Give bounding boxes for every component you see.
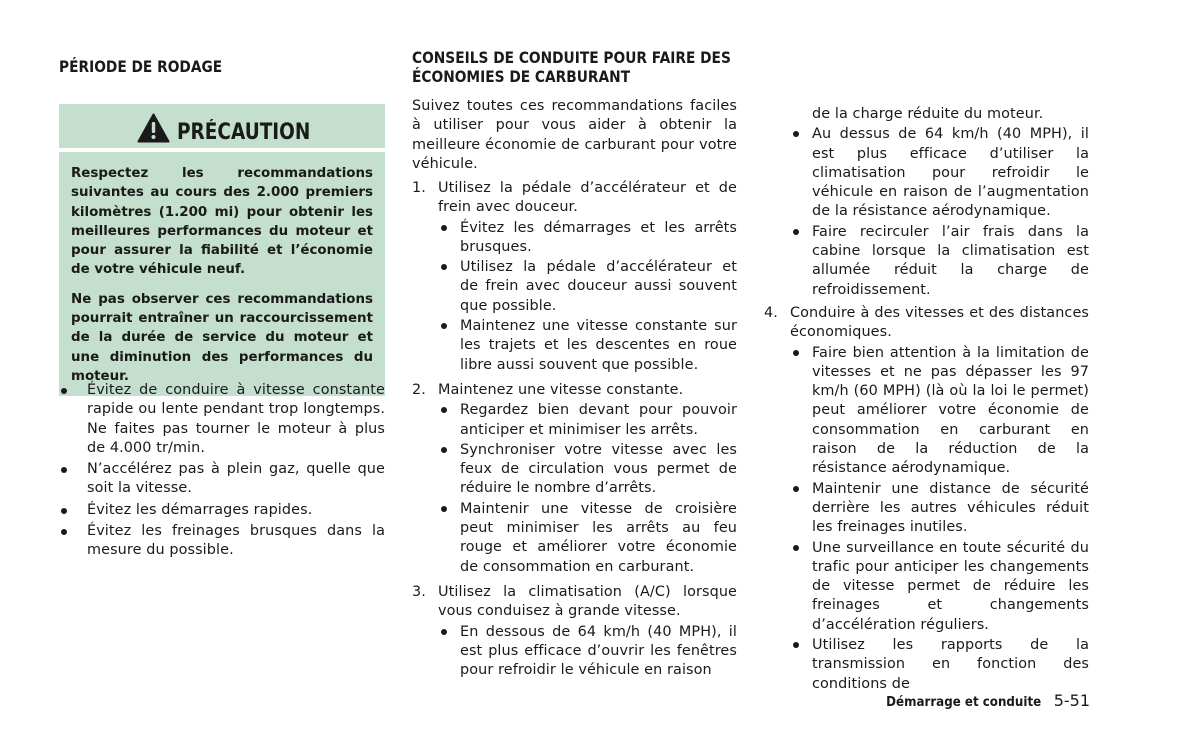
bullet-icon: [441, 323, 447, 329]
bullet-icon: [441, 225, 447, 231]
caution-header: [59, 104, 385, 152]
item-text: Utilisez la pédale d’accélérateur et de frein avec douceur.: [438, 180, 737, 216]
item-number: 4.: [764, 304, 778, 321]
continued-list: [764, 105, 1089, 700]
sub-item: Maintenez une vitesse constante sur les trajets et les descentes en roue libre aussi souvent que possible.: [438, 317, 737, 375]
numbered-item: [412, 583, 737, 680]
footer-section-title: Démarrage et conduite: [886, 694, 1042, 710]
sub-item: Maintenir une distance de sécurité derrière les autres véhicules réduit les freinages inutiles.: [790, 480, 1089, 538]
sub-item: Utilisez la pédale d’accélérateur et de frein avec douceur aussi souvent que possible.: [438, 258, 737, 316]
bullet-icon: [793, 131, 799, 137]
sub-item: Faire bien attention à la limitation de vitesses et ne pas dépasser les 97 km/h (60 MPH) (là où la loi le permet) peut améliorer votre économie de consommation en carburant en raison de la réduction de la résistance aérodynamique.: [790, 344, 1089, 479]
sub-item: Synchroniser votre vitesse avec les feux de circulation vous permet de réduire le nombre d’arrêts.: [438, 441, 737, 499]
break-in-bullet-list: [59, 381, 385, 563]
bullet-icon: [793, 229, 799, 235]
continued-item: [764, 125, 1089, 300]
intro-paragraph: Suivez toutes ces recommandations faciles à utiliser pour vous aider à obtenir la meilleure économie de carburant pour votre véhicule.: [412, 98, 737, 172]
continued-text: de la charge réduite du moteur.: [812, 106, 1044, 122]
list-item: Évitez les démarrages rapides.: [59, 501, 385, 520]
sub-item: Utilisez les rapports de la transmission en fonction des conditions de: [790, 636, 1089, 694]
numbered-list: [412, 179, 737, 686]
sub-item: Regardez bien devant pour pouvoir anticiper et minimiser les arrêts.: [438, 401, 737, 440]
caution-body: [59, 152, 385, 396]
item-number: 3.: [412, 583, 426, 600]
section-heading-break-in: PÉRIODE DE RODAGE: [59, 57, 223, 76]
item-text: Utilisez la climatisation (A/C) lorsque vous conduisez à grande vitesse.: [438, 583, 737, 620]
bullet-icon: [61, 508, 67, 514]
page-footer: [865, 691, 1090, 710]
sub-item: Maintenir une vitesse de croisière peut minimiser les arrêts au feu rouge et améliorer votre économie de consommation en carburant.: [438, 500, 737, 577]
sub-item: Évitez les démarrages et les arrêts brusques.: [438, 219, 737, 258]
bullet-icon: [793, 350, 799, 356]
sub-item: En dessous de 64 km/h (40 MPH), il est plus efficace d’ouvrir les fenêtres pour refroidir le véhicule en raison: [438, 623, 737, 681]
sub-item: Au dessus de 64 km/h (40 MPH), il est plus efficace d’utiliser la climatisation pour refroidir le véhicule en raison de l’augmentation de la résistance aérodynamique.: [790, 125, 1089, 221]
bullet-icon: [793, 545, 799, 551]
bullet-icon: [61, 467, 67, 473]
sub-item: Une surveillance en toute sécurité du trafic pour anticiper les changements de vitesse permet de réduire les freinages et changements d’accélération réguliers.: [790, 539, 1089, 635]
bullet-icon: [793, 642, 799, 648]
numbered-item: [412, 381, 737, 577]
section-heading-fuel-economy: CONSEILS DE CONDUITE POUR FAIRE DES ÉCONOMIES DE CARBURANT: [412, 48, 731, 86]
list-item: Évitez les freinages brusques dans la mesure du possible.: [59, 522, 385, 561]
bullet-icon: [441, 629, 447, 635]
page-number: 5-51: [1053, 691, 1090, 710]
item-number: 1.: [412, 180, 426, 196]
numbered-item: [412, 179, 737, 375]
list-item: Évitez de conduire à vitesse constante rapide ou lente pendant trop longtemps. Ne faites pas tourner le moteur à plus de 4.000 tr/min.: [59, 381, 385, 458]
warning-icon: [137, 113, 170, 143]
item-number: 2.: [412, 381, 426, 398]
list-item: N’accélérez pas à plein gaz, quelle que soit la vitesse.: [59, 460, 385, 499]
bullet-icon: [61, 388, 67, 394]
numbered-item: [764, 304, 1089, 694]
item-text: Maintenez une vitesse constante.: [438, 381, 684, 398]
bullet-icon: [441, 506, 447, 512]
caution-box: [59, 104, 385, 396]
caution-title: PRÉCAUTION: [177, 120, 311, 145]
caution-paragraph: Ne pas observer ces recommandations pourrait entraîner un raccourcissement de la durée de service du moteur et une diminution des performances du moteur.: [71, 291, 373, 384]
bullet-icon: [441, 264, 447, 270]
bullet-icon: [61, 529, 67, 535]
caution-paragraph: Respectez les recommandations suivantes au cours des 2.000 premiers kilomètres (1.200 mi) pour obtenir les meilleures performances du moteur et pour assurer la fiabilité et l’économie de votre véhicule neuf.: [71, 166, 373, 278]
bullet-icon: [793, 486, 799, 492]
bullet-icon: [441, 407, 447, 413]
sub-item: Faire recirculer l’air frais dans la cabine lorsque la climatisation est allumée réduit la charge de refroidissement.: [790, 223, 1089, 300]
bullet-icon: [441, 447, 447, 453]
item-text: Conduire à des vitesses et des distances économiques.: [790, 304, 1089, 341]
